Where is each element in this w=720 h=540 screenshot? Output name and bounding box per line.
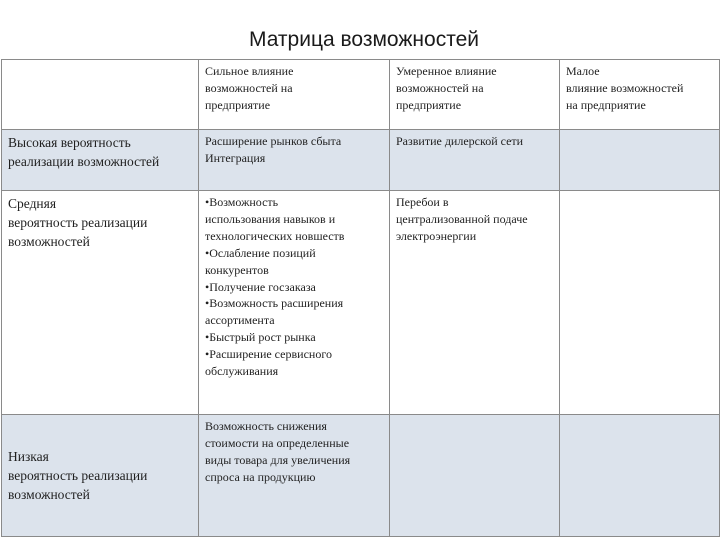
cell-line: технологических новшеств: [205, 228, 345, 243]
cell-line: электроэнергии: [396, 228, 477, 243]
cell-line: Расширение рынков сбыта: [205, 134, 342, 148]
header-line: возможностей на: [205, 80, 293, 95]
cell-low-small: [560, 415, 720, 537]
row-label-low: [2, 415, 199, 537]
row-label-line: Средняя: [8, 196, 57, 211]
row-low-probability: [2, 415, 720, 537]
header-moderate-influence: [390, 60, 560, 130]
cell-high-strong: [199, 130, 390, 191]
corner-cell: [2, 60, 199, 130]
cell-low-moderate: [390, 415, 560, 537]
header-strong-influence: [199, 60, 390, 130]
row-label-line: возможностей: [8, 234, 90, 249]
cell-line: •Быстрый рост рынка: [205, 330, 316, 345]
row-label-line: вероятность реализации: [8, 215, 148, 230]
cell-medium-strong: [199, 191, 390, 415]
header-line: влияние возможностей: [566, 80, 684, 95]
header-line: Сильное влияние: [205, 64, 294, 78]
row-label-line: возможностей: [8, 487, 90, 502]
cell-line: централизованной подаче: [396, 211, 528, 226]
cell-high-small: [560, 130, 720, 191]
cell-line: обслуживания: [205, 364, 279, 379]
cell-line: Перебои в: [396, 195, 449, 209]
cell-medium-moderate: [390, 191, 560, 415]
cell-line: •Возможность расширения: [205, 296, 344, 311]
cell-line: •Возможность: [205, 195, 279, 209]
row-label-line: Низкая: [8, 449, 49, 464]
cell-line: •Расширение сервисного: [205, 347, 332, 362]
cell-medium-small: [560, 191, 720, 415]
header-line: Умеренное влияние: [396, 64, 497, 78]
row-label-line: реализации возможностей: [8, 154, 160, 169]
row-label-line: Высокая вероятность: [8, 135, 131, 150]
cell-line: •Ослабление позиций: [205, 245, 316, 260]
cell-high-moderate: [390, 130, 560, 191]
cell-line: использования навыков и: [205, 211, 336, 226]
cell-line: Возможность снижения: [205, 419, 327, 433]
header-line: предприятие: [205, 97, 271, 112]
cell-line: виды товара для увеличения: [205, 452, 351, 467]
row-label-high: [2, 130, 199, 191]
cell-low-strong: [199, 415, 390, 537]
row-high-probability: [2, 130, 720, 191]
header-line: Малое: [566, 64, 600, 78]
cell-line: конкурентов: [205, 262, 269, 277]
cell-line: спроса на продукцию: [205, 469, 316, 484]
row-medium-probability: [2, 191, 720, 415]
cell-line: Интеграция: [205, 150, 266, 165]
row-label-line: вероятность реализации: [8, 468, 148, 483]
header-line: возможностей на: [396, 80, 484, 95]
cell-line: Развитие дилерской сети: [396, 134, 524, 148]
header-line: предприятие: [396, 97, 462, 112]
opportunity-matrix: [1, 59, 720, 537]
cell-line: стоимости на определенные: [205, 435, 350, 450]
cell-line: •Получение госзаказа: [205, 279, 316, 294]
header-line: на предприятие: [566, 97, 646, 112]
header-small-influence: [560, 60, 720, 130]
page-title: Матрица возможностей: [248, 28, 479, 51]
row-label-medium: [2, 191, 199, 415]
header-row: [2, 60, 720, 130]
cell-line: ассортимента: [205, 313, 275, 328]
